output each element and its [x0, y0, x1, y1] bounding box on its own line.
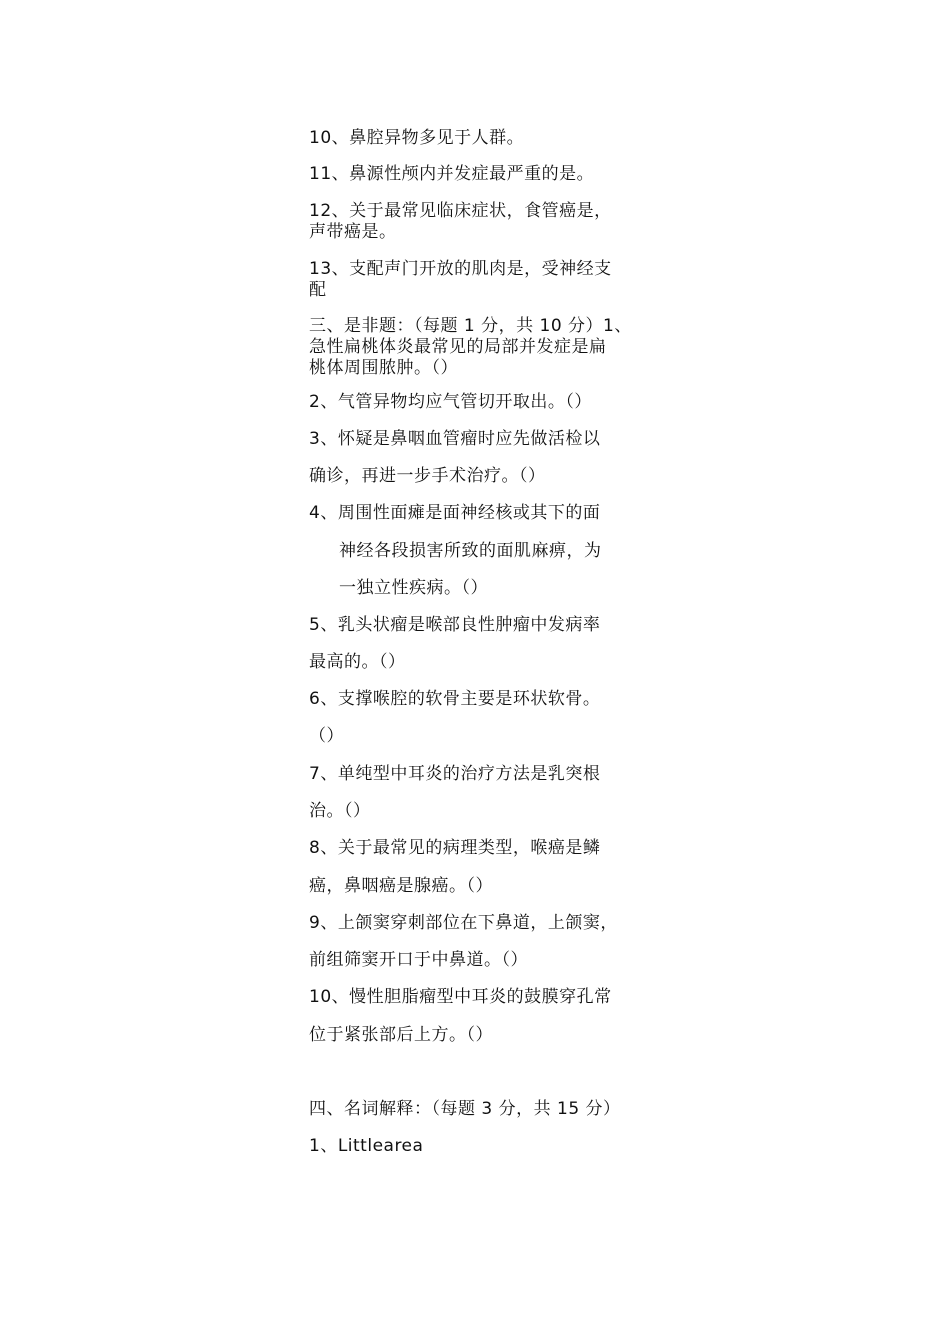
text-line: 配 — [309, 280, 327, 300]
section-heading-definitions: 四、名词解释：（每题 3 分，共 15 分） — [309, 1099, 621, 1119]
text-line: 3、怀疑是鼻咽血管瘤时应先做活检以 — [309, 429, 601, 449]
text-line: 位于紧张部后上方。（） — [309, 1025, 493, 1045]
text-line: 癌，鼻咽癌是腺癌。（） — [309, 876, 493, 896]
text-line: 11、鼻源性颅内并发症最严重的是。 — [309, 164, 595, 184]
text-line: 一独立性疾病。（） — [339, 578, 488, 598]
text-line: 8、关于最常见的病理类型，喉癌是鳞 — [309, 838, 601, 858]
text-line: 5、乳头状瘤是喉部良性肿瘤中发病率 — [309, 615, 601, 635]
text-line: 桃体周围脓肿。（） — [309, 358, 458, 378]
text-line: 治。（） — [309, 801, 371, 821]
text-line: 10、慢性胆脂瘤型中耳炎的鼓膜穿孔常 — [309, 987, 612, 1007]
text-line: 最高的。（） — [309, 652, 406, 672]
text-line: 12、关于最常见临床症状，食管癌是， — [309, 201, 612, 221]
text-line: 6、支撑喉腔的软骨主要是环状软骨。 — [309, 689, 601, 709]
text-line: 前组筛窦开口于中鼻道。（） — [309, 950, 528, 970]
text-line: 急性扁桃体炎最常见的局部并发症是扁 — [309, 337, 607, 357]
text-line: 神经各段损害所致的面肌麻痹，为 — [339, 541, 602, 561]
text-line: 1、Littlearea — [309, 1136, 424, 1156]
text-line: 10、鼻腔异物多见于人群。 — [309, 128, 525, 148]
section-heading-true-false: 三、是非题：（每题 1 分，共 10 分）1、 — [309, 316, 632, 336]
text-line: （） — [309, 726, 344, 746]
text-line: 13、支配声门开放的肌肉是，受神经支 — [309, 259, 612, 279]
text-line: 2、气管异物均应气管切开取出。（） — [309, 392, 592, 412]
text-line: 4、周围性面瘫是面神经核或其下的面 — [309, 503, 601, 523]
text-line: 7、单纯型中耳炎的治疗方法是乳突根 — [309, 764, 601, 784]
text-line: 确诊，再进一步手术治疗。（） — [309, 466, 546, 486]
text-line: 声带癌是。 — [309, 222, 397, 242]
text-line: 9、上颌窦穿刺部位在下鼻道，上颌窦， — [309, 913, 618, 933]
